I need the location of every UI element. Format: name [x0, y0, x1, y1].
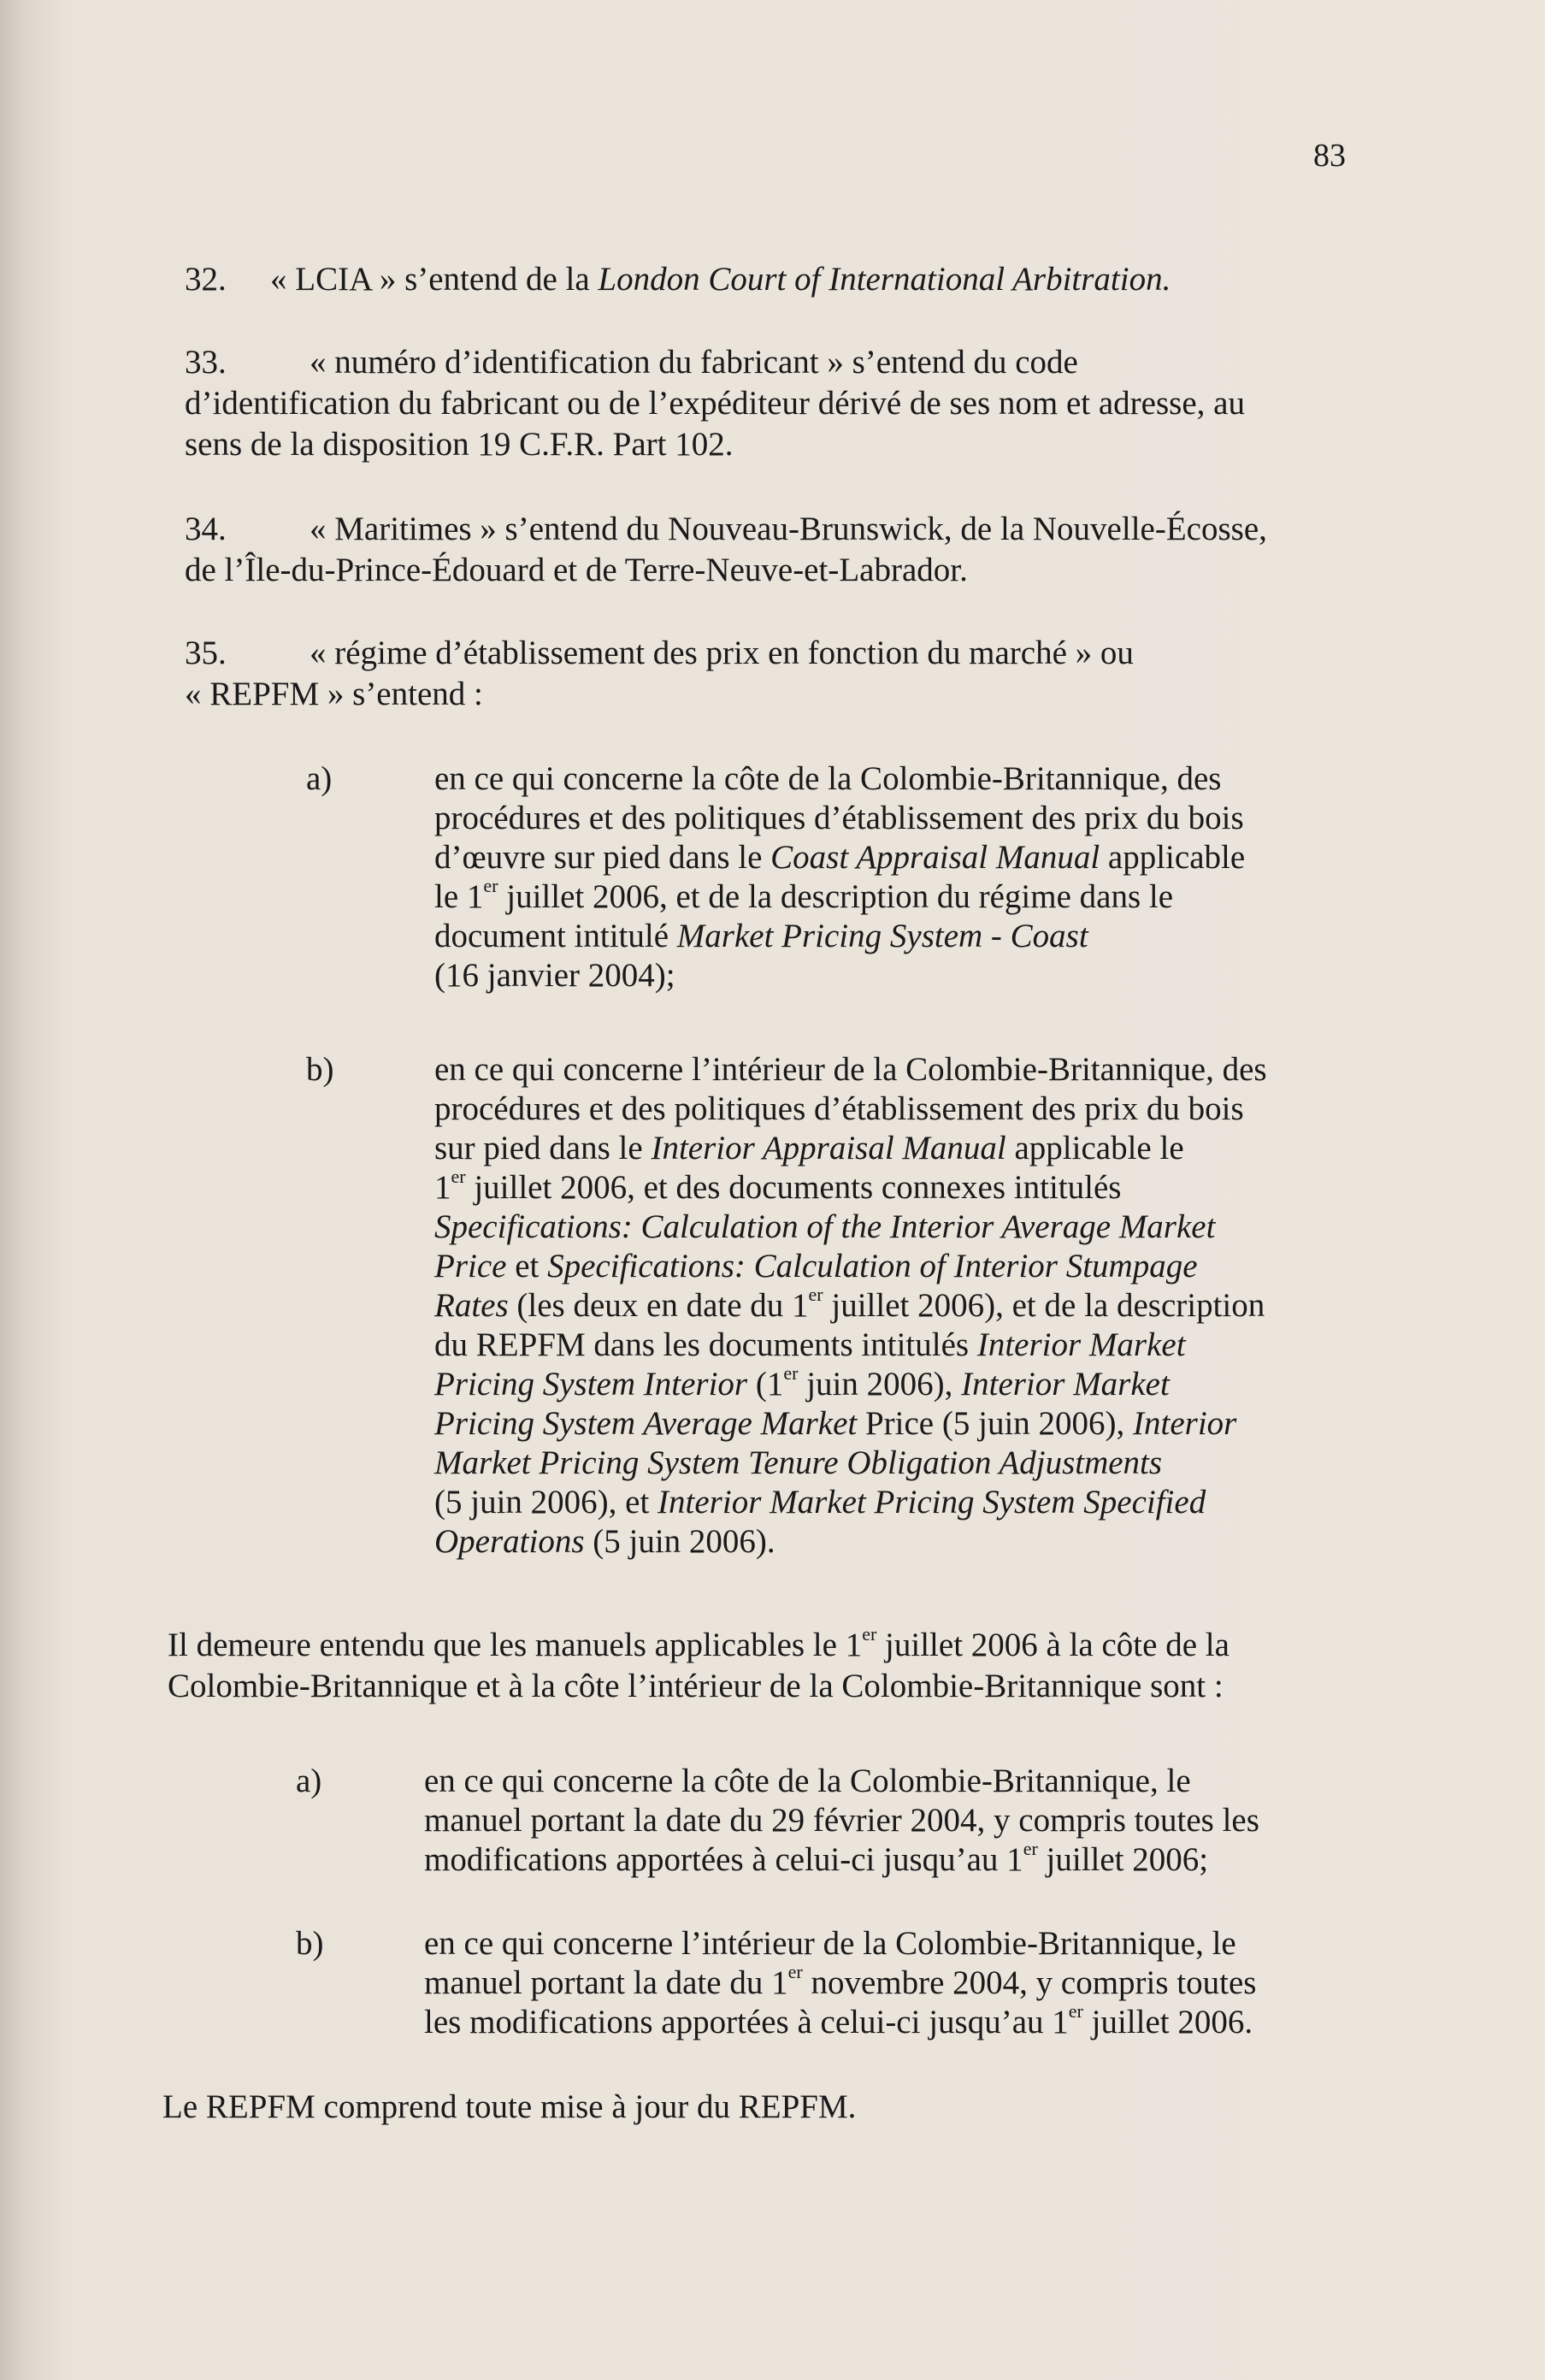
- paragraph-number: 34.: [185, 511, 227, 547]
- paragraph-number: 32.: [185, 261, 227, 298]
- document-page: 83 32. « LCIA » s’entend de la London Court of International Arbitration. 33. « numéro d’identification du fabricant » s’entend du code d’identification du fabricant ou de l’expéditeur dérivé de ses nom et adresse, au sens de la disposition 19 C.F.R. Part 102. 34. « Maritimes » s’entend du Nouveau-Brunswick, de la Nouvelle-Écosse, de l’Île-du-Prince-Édouard et de Terre-Neuve-et-Labrador. 35. « régime d’établissement des prix en fonction du marché » ou « REPFM » s’entend : a) en ce qui concerne la côte de la Colombie-Britannique, des procédures et des politiques d’établissement des prix du bois d’œuvre sur pied dans le Coast Appraisal Manual applicable le 1er juillet 2006, et de la description du régime dans le document intitulé Market Pricing System - Coast (16 janvier 2004); b) en ce qui concerne l’intérieur de la Colombie-Britannique, des procédures et des politiques d’établissement des prix du bois sur pied dans le Interior Appraisal Manual applicable le 1er juillet 2006, et des documents connexes intitulés Specifications: Calculation of the Interior Average Market Price et Specifications: Calculation of Interior Stumpage Rates (les deux en date du 1er juillet 2006), et de la description du REPFM dans les documents intitulés Interior Market Pricing System Interior (1er juin 2006), Interior Market Pricing System Average Market Price (5 juin 2006), Interior Market Pricing System Tenure Obligation Adjustments (5 juin 2006), et Interior Market Pricing System Specified Operations (5 juin 2006). Il demeure entendu que les manuels applicables le 1er juillet 2006 à la côte de la Colombie-Britannique et à la côte l’intérieur de la Colombie-Britannique sont : a) en ce qui concerne la côte de la Colombie-Britannique, le manuel portant la date du 29 février 2004, y compris toutes les modifications apportées à celui-ci jusqu’au 1er juillet 2006; b) en ce qui concerne l’intérieur de la Colombie-Britannique, le manuel portant la date du 1er novembre 2004, y compris toutes les modifications apportées à celui-ci jusqu’au 1er juillet 2006. Le REPFM comprend toute mise à jour du REPFM.: [0, 0, 1545, 2380]
- paragraph-number: 35.: [185, 635, 227, 671]
- definition-35: 35. « régime d’établissement des prix en fonction du marché » ou « REPFM » s’entend :: [185, 635, 1134, 712]
- page-number: 83: [1313, 138, 1346, 174]
- item-letter: b): [306, 1051, 334, 1088]
- definition-32: 32. « LCIA » s’entend de la London Court of International Arbitration.: [185, 259, 1171, 300]
- closing-paragraph: Le REPFM comprend toute mise à jour du REPFM.: [162, 2088, 857, 2125]
- paragraph-number: 33.: [185, 344, 227, 381]
- item-letter: b): [296, 1925, 324, 1962]
- manuals-paragraph: Il demeure entendu que les manuels applicables le 1er juillet 2006 à la côte de la Colombie-Britannique et à la côte l’intérieur de la Colombie-Britannique sont :: [168, 1623, 1230, 1704]
- definition-34: 34. « Maritimes » s’entend du Nouveau-Brunswick, de la Nouvelle-Écosse, de l’Île-du-Prince-Édouard et de Terre-Neuve-et-Labrador.: [185, 511, 1267, 588]
- item-letter: a): [296, 1763, 322, 1799]
- definition-33: 33. « numéro d’identification du fabricant » s’entend du code d’identification du fabricant ou de l’expéditeur dérivé de ses nom et adresse, au sens de la disposition 19 C.F.R. Part 102.: [185, 344, 1245, 463]
- item-letter: a): [306, 760, 333, 797]
